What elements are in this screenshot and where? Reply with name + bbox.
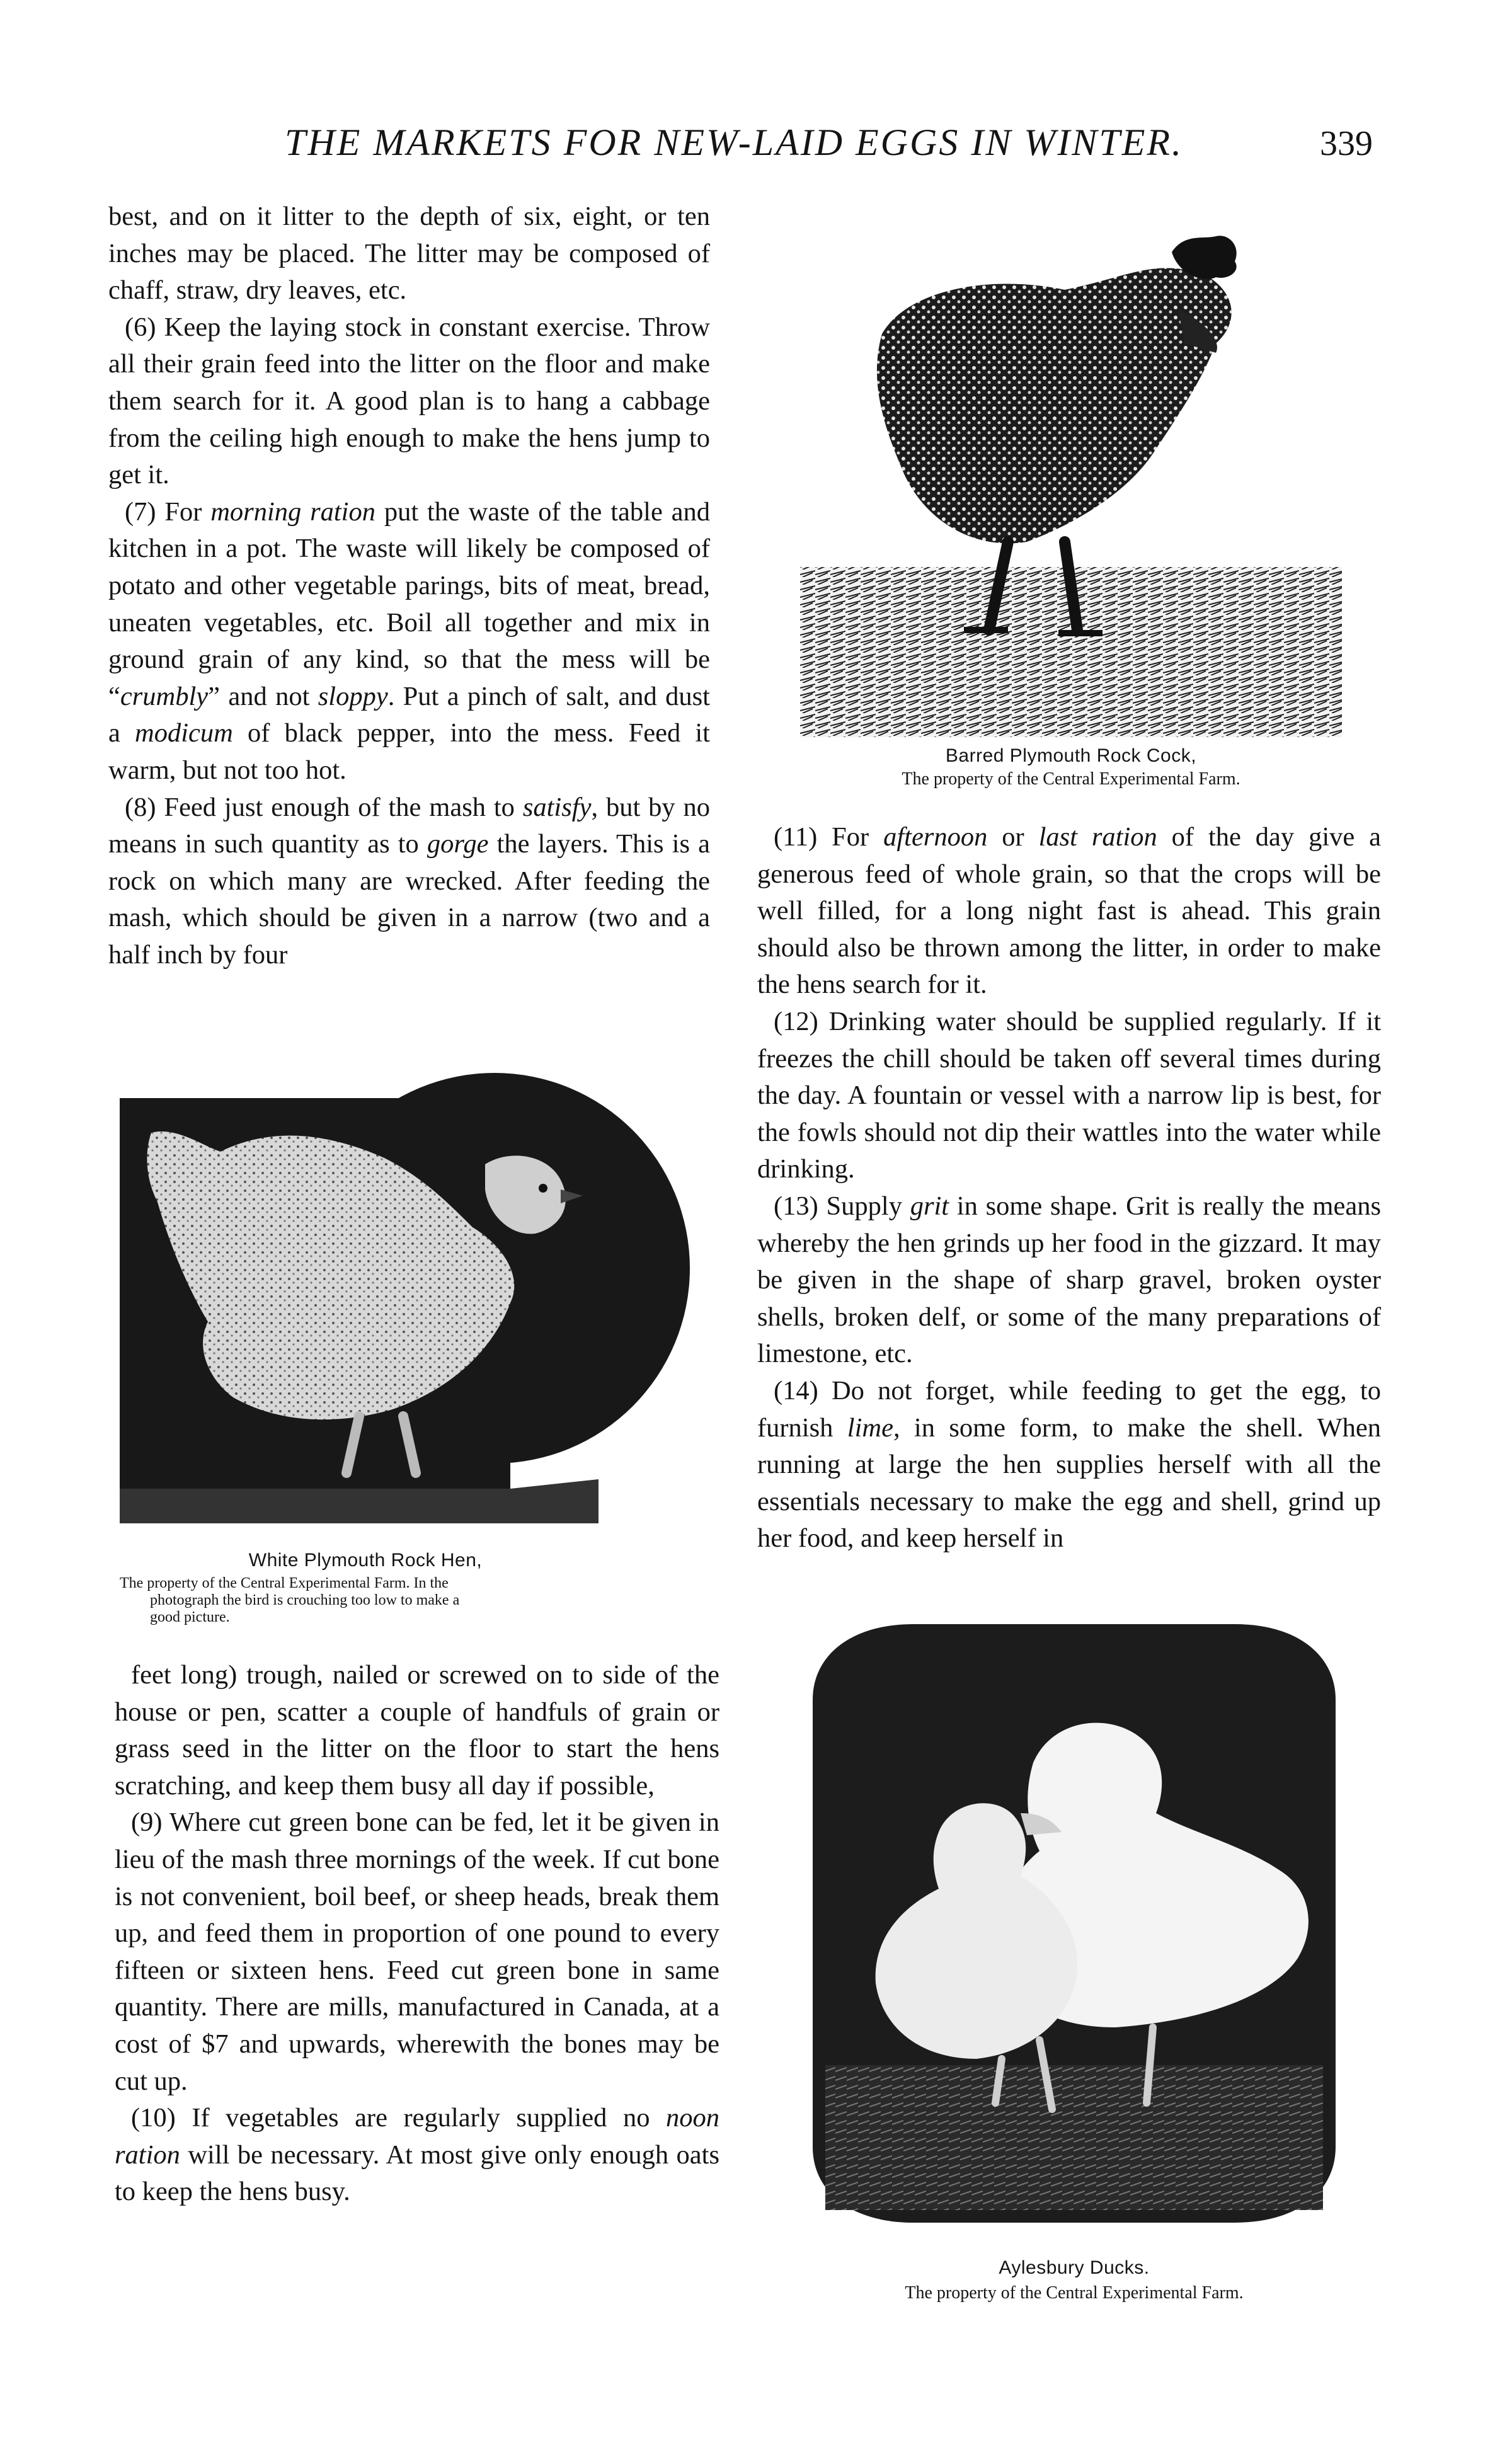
hen-credit-line-2: photograph the bird is crouching too low to make a bbox=[150, 1592, 460, 1608]
body-text: will be necessary. At most give only enough oats to keep the hens busy. bbox=[115, 2139, 719, 2207]
page-number: 339 bbox=[1320, 124, 1373, 163]
body-text: (10) If vegetables are regularly supplied no bbox=[131, 2103, 666, 2133]
cock-caption: Barred Plymouth Rock Cock, bbox=[945, 745, 1197, 766]
right-column-middle bbox=[757, 819, 1381, 1557]
emphasis-text: grit bbox=[910, 1191, 949, 1221]
hen-credit bbox=[120, 1575, 724, 1626]
emphasis-text: last ration bbox=[1038, 822, 1157, 852]
ducks-caption: Aylesbury Ducks. bbox=[999, 2257, 1150, 2278]
emphasis-text: noon ration bbox=[115, 2103, 719, 2170]
cock-credit: The property of the Central Experimental Farm. bbox=[902, 769, 1240, 789]
paragraph bbox=[108, 494, 710, 789]
aylesbury-ducks-photo bbox=[813, 1624, 1336, 2223]
body-text: of black pepper, into the mess. Feed it warm, but not too hot. bbox=[108, 718, 710, 785]
barred-plymouth-rock-cock-photo bbox=[800, 214, 1342, 737]
body-text: (11) For bbox=[774, 822, 884, 852]
left-column-bottom bbox=[115, 1657, 719, 2211]
paragraph bbox=[757, 819, 1381, 1004]
body-text: (14) Do not forget, while feeding to get the egg, to furnish bbox=[757, 1375, 1381, 1443]
paragraph bbox=[115, 2100, 719, 2211]
paragraph bbox=[115, 1804, 719, 2100]
body-text: (7) For bbox=[125, 496, 211, 527]
left-column-top bbox=[108, 198, 710, 973]
body-text: . Put a pinch of salt, and dust a bbox=[108, 681, 710, 748]
body-text: ” and not bbox=[208, 681, 318, 711]
paragraph bbox=[757, 1373, 1381, 1557]
paragraph bbox=[115, 1657, 719, 1804]
body-text: (9) Where cut green bone can be fed, let it be given in lieu of the mash three mornings of the week. If cut bone is not convenient, boil beef, or sheep heads, break them up, and feed them in proportion of one pound to every fifteen or sixteen hens. Feed cut green bone in same quantity. There are mills, manufactured in Canada, at a cost of $7 and upwards, wherewith the bones may be cut up. bbox=[115, 1807, 719, 2096]
emphasis-text: sloppy bbox=[318, 681, 388, 711]
body-text: of the day give a generous feed of whole grain, so that the crops will be well filled, for a long night fast is ahead. This grain should also be thrown among the litter, in order to make the hens search for it. bbox=[757, 822, 1381, 1000]
paragraph bbox=[108, 789, 710, 974]
paragraph bbox=[757, 1004, 1381, 1188]
body-text: feet long) trough, nailed or screwed on to side of the house or pen, scatter a couple of handfuls of grain or grass seed in the litter on the floor to start the hens scratching, and keep them busy all day if possible, bbox=[115, 1660, 719, 1801]
hen-credit-line-1: The property of the Central Experimental Farm. In the bbox=[120, 1575, 449, 1591]
body-text: , in some form, to make the shell. When running at large the hen supplies herself with all the essentials necessary to make the egg and shell, grind up her food, and keep herself in bbox=[757, 1412, 1382, 1554]
ducks-credit: The property of the Central Experimental Farm. bbox=[905, 2283, 1244, 2303]
paragraph bbox=[108, 198, 710, 309]
body-text: in some shape. Grit is really the means whereby the hen grinds up her food in the gizzard. It may be given in the shape of sharp gravel, broken oyster shells, broken delf, or some of the many preparations of limestone, etc. bbox=[757, 1191, 1382, 1369]
emphasis-text: morning ration bbox=[210, 496, 375, 527]
body-text: (8) Feed just enough of the mash to bbox=[125, 792, 523, 822]
emphasis-text: afternoon bbox=[883, 822, 988, 852]
body-text: or bbox=[987, 822, 1039, 852]
emphasis-text: lime bbox=[847, 1412, 893, 1443]
body-text: (12) Drinking water should be supplied regularly. If it freezes the chill should be taken off several times during the day. A fountain or vessel with a narrow lip is best, for the fowls should not dip their wattles into the water while drinking. bbox=[757, 1006, 1381, 1184]
running-header: THE MARKETS FOR NEW-LAID EGGS IN WINTER. bbox=[285, 122, 1183, 163]
emphasis-text: gorge bbox=[427, 829, 489, 859]
emphasis-text: satisfy bbox=[522, 792, 592, 822]
hen-credit-line-3: good picture. bbox=[150, 1609, 230, 1625]
body-text: put the waste of the table and kitchen in a pot. The waste will likely be composed of potato and other vegetable parings, bits of meat, bread, uneaten vegetables, etc. Boil all together and mix in ground grain of any kind, so that the mess will be “ bbox=[108, 496, 710, 711]
paragraph bbox=[108, 309, 710, 494]
body-text: best, and on it litter to the depth of six, eight, or ten inches may be placed. The litter may be composed of chaff, straw, dry leaves, etc. bbox=[108, 202, 710, 306]
body-text: (13) Supply bbox=[774, 1191, 910, 1221]
body-text: (6) Keep the laying stock in constant exercise. Throw all their grain feed into the litter on the floor and make them search for it. A good plan is to hang a cabbage from the ceiling high enough to make the hens jump to get it. bbox=[108, 312, 710, 490]
hen-caption: White Plymouth Rock Hen, bbox=[248, 1550, 483, 1571]
emphasis-text: crumbly bbox=[120, 681, 209, 711]
body-text: the layers. This is a rock on which many are wrecked. After feeding the mash, which should be given in a narrow (two and a half inch by four bbox=[108, 829, 710, 970]
body-text: , but by no means in such quantity as to bbox=[108, 792, 711, 859]
white-plymouth-rock-hen-photo bbox=[120, 1038, 718, 1523]
paragraph bbox=[757, 1188, 1381, 1373]
emphasis-text: modicum bbox=[135, 718, 233, 748]
